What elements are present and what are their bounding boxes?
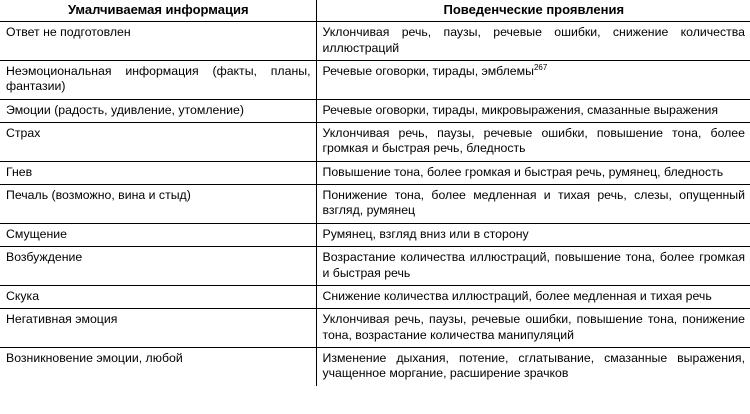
cell-concealed-info: Ответ не подготовлен	[0, 22, 316, 61]
cell-behavioral-signs: Уклончивая речь, паузы, речевые ошибки, снижение количества иллюстраций	[316, 22, 750, 61]
cell-behavioral-signs: Румянец, взгляд вниз или в сторону	[316, 223, 750, 246]
cell-concealed-info: Возбуждение	[0, 247, 316, 286]
cell-behavioral-signs: Возрастание количества иллюстраций, повышение тона, более громкая и быстрая речь	[316, 247, 750, 286]
column-header-concealed-info: Умалчиваемая информация	[0, 0, 316, 22]
cell-concealed-info: Гнев	[0, 161, 316, 184]
table-row	[0, 161, 750, 184]
cell-concealed-info: Эмоции (радость, удивление, утомление)	[0, 99, 316, 122]
table-row	[0, 309, 750, 348]
cell-behavioral-signs: Повышение тона, более громкая и быстрая речь, румянец, бледность	[316, 161, 750, 184]
cell-behavioral-signs: Уклончивая речь, паузы, речевые ошибки, повышение тона, понижение тона, возрастание количества манипуляций	[316, 309, 750, 348]
column-header-behavioral-signs: Поведенческие проявления	[316, 0, 750, 22]
table-header	[0, 0, 750, 22]
table-row	[0, 185, 750, 224]
cell-concealed-info: Скука	[0, 285, 316, 308]
cell-concealed-info: Неэмоциональная информация (факты, планы, фантазии)	[0, 60, 316, 99]
table-row	[0, 285, 750, 308]
cell-concealed-info: Негативная эмоция	[0, 309, 316, 348]
table-row	[0, 123, 750, 162]
cell-behavioral-signs: Речевые оговорки, тирады, микровыражения, смазанные выражения	[316, 99, 750, 122]
table-row	[0, 348, 750, 386]
cell-concealed-info: Возникновение эмоции, любой	[0, 348, 316, 386]
table-row	[0, 22, 750, 61]
footnote-reference: 267	[533, 62, 548, 72]
table-row	[0, 99, 750, 122]
cell-behavioral-signs: Уклончивая речь, паузы, речевые ошибки, повышение тона, более громкая и быстрая речь, бледность	[316, 123, 750, 162]
cell-behavioral-signs: Снижение количества иллюстраций, более медленная и тихая речь	[316, 285, 750, 308]
cell-behavioral-signs: Изменение дыхания, потение, сглатывание, смазанные выражения, учащенное моргание, расширение зрачков	[316, 348, 750, 386]
cell-text	[323, 64, 746, 79]
table-row	[0, 247, 750, 286]
table-body	[0, 22, 750, 386]
cell-behavioral-signs: Понижение тона, более медленная и тихая речь, слезы, опущенный взгляд, румянец	[316, 185, 750, 224]
cell-concealed-info: Страх	[0, 123, 316, 162]
cell-concealed-info: Печаль (возможно, вина и стыд)	[0, 185, 316, 224]
cell-concealed-info: Смущение	[0, 223, 316, 246]
cell-behavioral-signs	[316, 60, 750, 99]
cell-main-text: Речевые оговорки, тирады, эмблемы	[322, 63, 534, 78]
table-header-row	[0, 0, 750, 22]
table-row	[0, 60, 750, 99]
table-row	[0, 223, 750, 246]
